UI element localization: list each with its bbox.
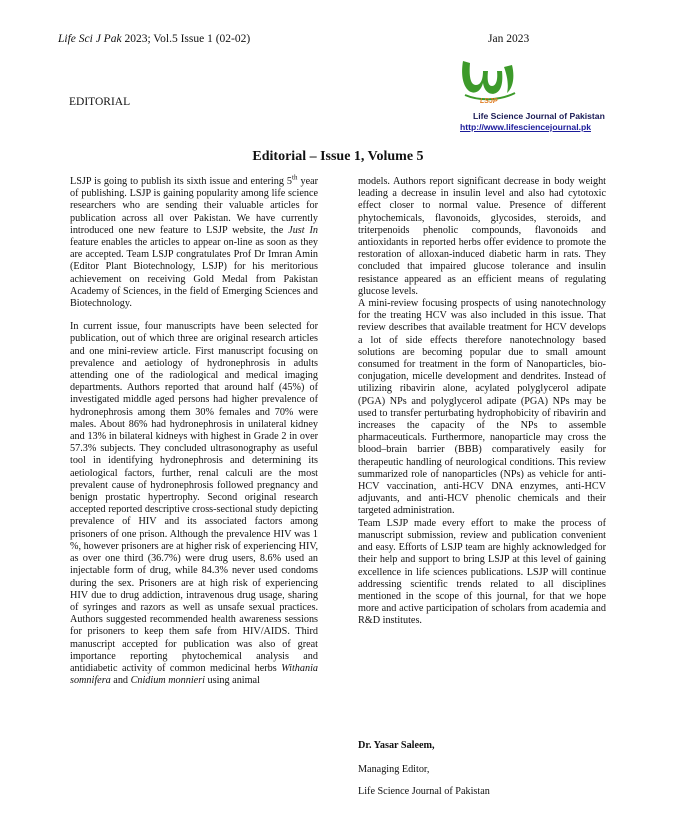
editor-role: Managing Editor, — [358, 764, 430, 775]
journal-volume: 2023; Vol.5 Issue 1 (02-02) — [121, 33, 251, 45]
paragraph-current-issue: In current issue, four manuscripts have been selected for publication, out of which three are original research articles and one mini-review article. First manuscript focusing on prevalence and aetiology of hydronephrosis in adults attending one of the radiological and medical imaging departments. Authors reported that around half (45%) of investigated middle aged persons had higher prevalence of hydronephrosis among them 30% females and 70% were males. About 86% had hydronephrosis in unilateral kidney and 13% in bilateral kidneys with highest in Grade 2 in over 57.3% subjects. They concluded ultrasonography as useful tool in identifying hydronephrosis and determining its aetiological factors, further, renal calculi are the most prevalent cause of hydronephrosis followed pregnancy and benign prostatic hypertrophy. Second original research accepted reported descriptive cross-sectional study depicting prevalence of HIV and its associated factors among prisoners of one prison. Although the prevalence HIV was 1 %, however prisoners are at higher risk of experiencing HIV, as over one third (36.7%) were drug users, 8.6% used an injectable form of drug, while 84.3% never used condoms during the sex. Prisoners are at high risk of experiencing HIV due to drug addiction, intravenous drug usage, sharing of syringes and razors as well as unsafe sexual practices. Authors suggested recommended health awareness sessions for prisoners to keep them safe from HIV/AIDS. Third manuscript accepted for publication was also of great importance reporting phytochemical analysis and antidiabetic activity of common medicinal herbs Withania somnifera and Cnidium monnieri using animal — [70, 321, 318, 687]
logo-text: LSJP — [480, 98, 498, 105]
paragraph-closing: Team LSJP made every effort to make the process of manuscript submission, review and publication convenient and easy. Efforts of LSJP team are highly acknowledged for their help and support to bring LSJP at this level of gaining excellence in life sciences publications. LSJP will continue addressing scientific trends related to all disciplines mentioned in the scope of this journal, for that we hope more and active participation of scholars from academia and R&D institutes. — [358, 517, 606, 627]
paragraph-intro: LSJP is going to publish its sixth issue and entering 5th year of publishing. LSJP is gaining popularity among life science researchers who are sending their valuable articles for publication across all over Pakistan. We have currently introduced one new feature to LSJP website, the Just In feature enables the articles to appear on-line as soon as they are accepted. Team LSJP congratulates Prof Dr Imran Amin (Editor Plant Biotechnology, LSJP) for his meritorious achievement on receiving Gold Medal from Pakistan Academy of Sciences, in the field of Emerging Sciences and Biotechnology. — [70, 173, 319, 310]
journal-url-link[interactable]: http://www.lifesciencejournal.pk — [460, 122, 591, 132]
section-label: EDITORIAL — [69, 96, 131, 108]
right-column — [358, 176, 606, 628]
issue-date: Jan 2023 — [488, 33, 530, 45]
paragraph-mini-review: A mini-review focusing prospects of using nanotechnology for the treating HCV was also included in this issue. That review describes that available treatment for HCV develops a lot of side effects therefore nanotechnology based solutions are becoming popular due to small amount consumed for treatment in the form of Nanoparticles, bio-conjugation, micelle development and dendrites. Instead of utilizing ribavirin alone, acylated polyglycerol adipate (PGA) NPs and polyglycerol adipate (PGA) NPs may be used to transfer perturbating hydrophobicity of ribavirin and increases the capacity of the NPs to assemble pharmaceuticals. Furthermore, nanoparticle may cross the blood–brain barrier (BBB) comparatively easily for therapeutic handling of neurological conditions. This review summarized role of nanoparticles (NPs) as vehicle for anti-HCV vaccination, anti-HCV DNA enzymes, anti-HCV adjuvants, and anti-HCV phenolic chemicals and their targeted administration. — [358, 298, 606, 517]
editor-name: Dr. Yasar Saleem, — [358, 740, 435, 751]
paragraph-antidiabetic: models. Authors report significant decrease in body weight leading a decrease in insulin level and also had cytotoxic effect closer to normal value. Presence of different phytochemicals, flavonoids, glycosides, steroids, and triterpenoids phenolic compounds, flavonoids and antioxidants in reported herbs offer evidence to promote the restoration of alloxan-induced diabetic harm in rats. They concluded that impaired glucose tolerance and insulin resistance appeared as an efficient means of regulating glucose levels. — [358, 176, 606, 297]
left-column — [70, 173, 319, 687]
editorial-title: Editorial – Issue 1, Volume 5 — [252, 149, 424, 164]
journal-abbrev: Life Sci J Pak — [58, 33, 122, 45]
journal-name: Life Science Journal of Pakistan — [473, 111, 605, 121]
editor-organization: Life Science Journal of Pakistan — [358, 786, 490, 797]
journal-citation — [58, 33, 250, 45]
